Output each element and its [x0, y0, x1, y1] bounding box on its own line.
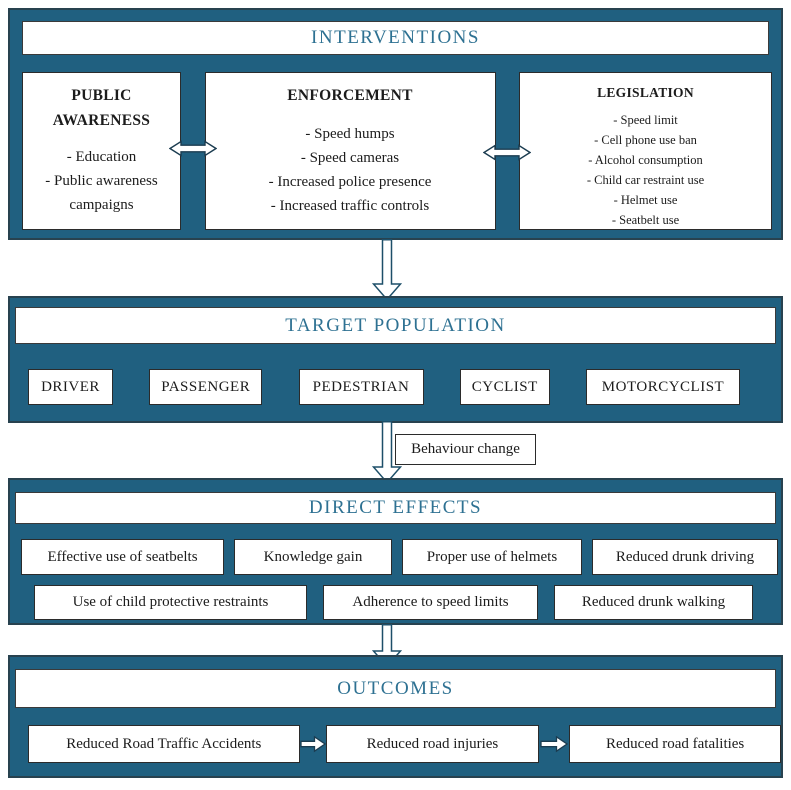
left-right-arrow-icon [483, 143, 531, 162]
outcome-box-injuries: Reduced road injuries [326, 725, 540, 763]
legislation-box [519, 72, 772, 230]
target-population-section [8, 296, 783, 423]
enforcement-box [205, 72, 496, 230]
list-item: - Increased traffic controls [270, 198, 430, 214]
list-item: - Speed humps [305, 126, 395, 142]
outcome-box-accidents: Reduced Road Traffic Accidents [28, 725, 300, 763]
outcome-box-fatalities: Reduced road fatalities [569, 725, 781, 763]
group-box-cyclist: CYCLIST [460, 369, 550, 405]
interventions-section-title: INTERVENTIONS [22, 21, 769, 55]
list-item: - Speed cameras [300, 150, 400, 166]
public-awareness-box [22, 72, 181, 230]
target-population-boxes-row [28, 369, 740, 405]
list-item: - Cell phone use ban [594, 133, 697, 147]
right-arrow-icon [540, 735, 568, 753]
direct-effects-section-title: DIRECT EFFECTS [15, 492, 776, 524]
behaviour-change-label: Behaviour change [395, 434, 536, 465]
direct-effects-row-2 [34, 585, 781, 620]
list-item: - Alcohol consumption [588, 153, 703, 167]
public-awareness-items [23, 145, 180, 217]
direct-effects-row-1 [21, 539, 778, 575]
left-right-arrow-icon [169, 139, 217, 158]
list-item: - Increased police presence [268, 174, 432, 190]
list-item: - Seatbelt use [611, 213, 680, 227]
target-population-section-title: TARGET POPULATION [15, 307, 776, 344]
effect-box-speed-limits: Adherence to speed limits [323, 585, 538, 620]
interventions-boxes-row [22, 72, 772, 230]
public-awareness-title: PUBLIC AWARENESS [52, 87, 151, 129]
legislation-title: LEGISLATION [597, 85, 694, 100]
interventions-section [8, 8, 783, 240]
right-arrow-icon [300, 735, 326, 753]
effect-box-child-restraints: Use of child protective restraints [34, 585, 307, 620]
list-item: - Helmet use [613, 193, 678, 207]
outcomes-section-title: OUTCOMES [15, 669, 776, 708]
effect-box-drunk-walking: Reduced drunk walking [554, 585, 753, 620]
group-box-motorcyclist: MOTORCYCLIST [586, 369, 740, 405]
down-arrow-icon [372, 239, 402, 301]
legislation-items [520, 110, 771, 230]
list-item: - Public awareness campaigns [45, 173, 158, 213]
group-box-pedestrian: PEDESTRIAN [299, 369, 424, 405]
outcomes-flow-row [28, 725, 781, 763]
effect-box-seatbelts: Effective use of seatbelts [21, 539, 224, 575]
effect-box-knowledge: Knowledge gain [234, 539, 392, 575]
list-item: - Child car restraint use [586, 173, 705, 187]
group-box-passenger: PASSENGER [149, 369, 262, 405]
effect-box-drunk-driving: Reduced drunk driving [592, 539, 778, 575]
direct-effects-section [8, 478, 783, 625]
list-item: - Speed limit [613, 113, 678, 127]
enforcement-items [206, 122, 495, 218]
outcomes-section [8, 655, 783, 778]
effect-box-helmets: Proper use of helmets [402, 539, 582, 575]
group-box-driver: DRIVER [28, 369, 113, 405]
enforcement-title: ENFORCEMENT [287, 87, 413, 104]
list-item: - Education [66, 149, 137, 165]
